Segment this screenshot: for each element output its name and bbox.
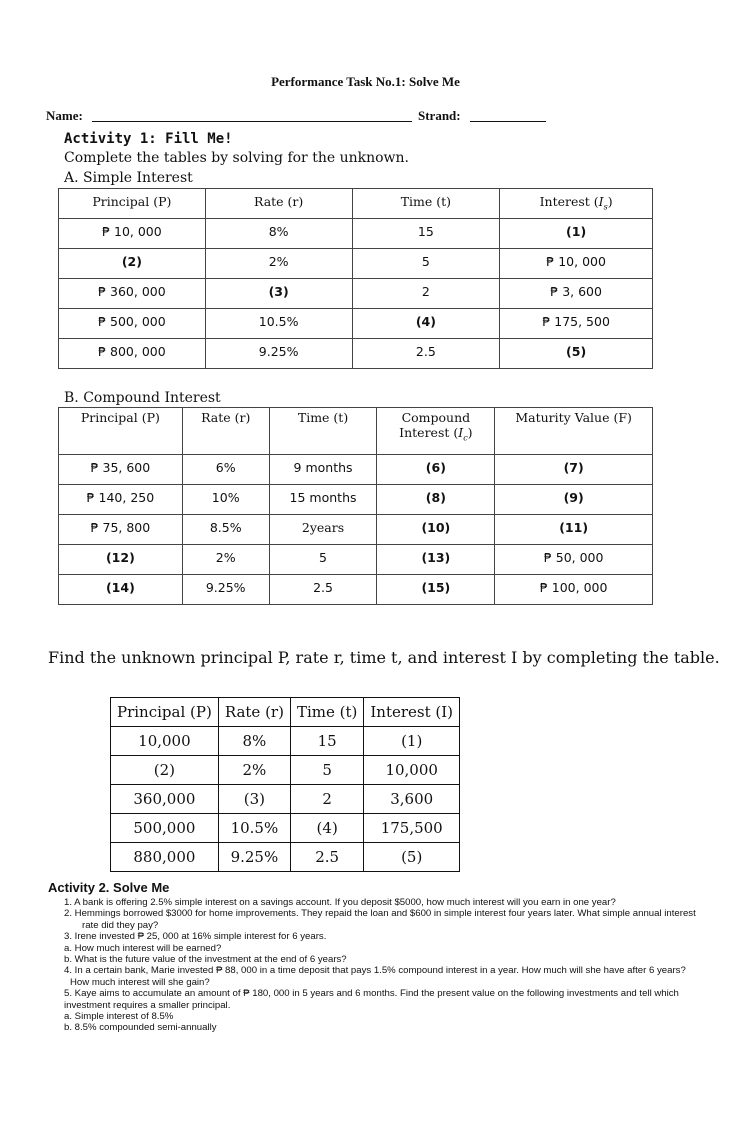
table-cell: ₱ 500, 000 xyxy=(59,309,206,339)
column-header: Interest (I) xyxy=(364,698,460,727)
table-cell: (13) xyxy=(377,545,495,575)
column-header: Time (t) xyxy=(290,698,363,727)
table-cell: (1) xyxy=(364,727,460,756)
page-title: Performance Task No.1: Solve Me xyxy=(271,74,460,89)
table-cell: ₱ 100, 000 xyxy=(495,575,653,605)
table-cell: (2) xyxy=(59,249,206,279)
problem-item: a. How much interest will be earned? xyxy=(64,942,222,954)
table-row xyxy=(59,485,653,515)
table-cell: (4) xyxy=(352,309,500,339)
column-header: Rate (r) xyxy=(182,408,269,455)
table-cell: 10% xyxy=(182,485,269,515)
table-cell: 8% xyxy=(205,219,352,249)
table-cell: ₱ 75, 800 xyxy=(59,515,183,545)
table-cell: (7) xyxy=(495,455,653,485)
activity2-title: Activity 2. Solve Me xyxy=(48,880,170,895)
table-cell: ₱ 50, 000 xyxy=(495,545,653,575)
table-cell: 9.25% xyxy=(218,843,290,872)
table-row xyxy=(59,515,653,545)
table-cell: ₱ 800, 000 xyxy=(59,339,206,369)
table-cell: (14) xyxy=(59,575,183,605)
table-cell: (3) xyxy=(218,785,290,814)
table-cell: (4) xyxy=(290,814,363,843)
table-cell: 2years xyxy=(269,515,377,545)
interest-ic-label: Interest $(I_c)$ xyxy=(399,425,473,443)
table-cell: (3) xyxy=(205,279,352,309)
problem-item: b. What is the future value of the investment at the end of 6 years? xyxy=(64,954,347,966)
table-cell: 9.25% xyxy=(182,575,269,605)
table-row xyxy=(59,339,653,369)
column-header: Time (t) xyxy=(269,408,377,455)
simple-interest-table xyxy=(58,188,653,369)
table-cell: 15 xyxy=(352,219,500,249)
table-cell: (9) xyxy=(495,485,653,515)
table-cell: (5) xyxy=(364,843,460,872)
problem-item: a. Simple interest of 8.5% xyxy=(64,1011,174,1023)
table-cell: ₱ 3, 600 xyxy=(500,279,653,309)
simple-interest-heading: A. Simple Interest xyxy=(64,170,193,186)
activity1-instruction: Complete the tables by solving for the unknown. xyxy=(64,150,409,166)
table-cell: 8% xyxy=(218,727,290,756)
table-row xyxy=(111,785,460,814)
table-cell: ₱ 360, 000 xyxy=(59,279,206,309)
column-header xyxy=(377,408,495,455)
table-cell: ₱ 10, 000 xyxy=(500,249,653,279)
table-cell: 2% xyxy=(182,545,269,575)
column-header xyxy=(500,189,653,219)
table-header-row xyxy=(59,189,653,219)
compound-interest-heading: B. Compound Interest xyxy=(64,390,221,406)
table-row xyxy=(59,309,653,339)
table-cell: (8) xyxy=(377,485,495,515)
find-instruction: Find the unknown principal P, rate r, time t, and interest I by completing the table. xyxy=(48,648,720,667)
table-cell: (11) xyxy=(495,515,653,545)
table-cell: ₱ 35, 600 xyxy=(59,455,183,485)
activity2-problem-list xyxy=(64,897,714,1034)
column-header: Principal (P) xyxy=(111,698,219,727)
table-cell: (2) xyxy=(111,756,219,785)
name-label: Name: xyxy=(46,108,83,123)
table-cell: 10,000 xyxy=(111,727,219,756)
table-cell: 2% xyxy=(218,756,290,785)
table-cell: (10) xyxy=(377,515,495,545)
table-cell: (1) xyxy=(500,219,653,249)
table-cell: 3,600 xyxy=(364,785,460,814)
problem-item: 4. In a certain bank, Marie invested ₱ 88, 000 in a time deposit that pays 1.5% compound interest in a year. How much will she have after 6 years? xyxy=(64,965,686,977)
table-cell: 9 months xyxy=(269,455,377,485)
table-row xyxy=(111,756,460,785)
problem-item: b. 8.5% compounded semi-annually xyxy=(64,1022,217,1034)
table-row xyxy=(111,814,460,843)
table-cell: 500,000 xyxy=(111,814,219,843)
table-cell: 175,500 xyxy=(364,814,460,843)
table-cell: ₱ 140, 250 xyxy=(59,485,183,515)
table-cell: (5) xyxy=(500,339,653,369)
table-cell: 10.5% xyxy=(205,309,352,339)
table-row xyxy=(59,219,653,249)
strand-label: Strand: xyxy=(418,108,461,123)
activity1-title: Activity 1: Fill Me! xyxy=(64,131,233,147)
table-cell: 5 xyxy=(352,249,500,279)
table-cell: 2% xyxy=(205,249,352,279)
table-cell: 2.5 xyxy=(290,843,363,872)
table-cell: 880,000 xyxy=(111,843,219,872)
table-cell: 5 xyxy=(290,756,363,785)
table-row xyxy=(59,249,653,279)
interest-label: Interest $(I_s)$ xyxy=(539,194,613,212)
table-cell: 6% xyxy=(182,455,269,485)
find-unknown-table xyxy=(110,697,460,872)
table-cell: ₱ 10, 000 xyxy=(59,219,206,249)
table-header-row xyxy=(111,698,460,727)
table-header-row xyxy=(59,408,653,455)
problem-item: How much interest will she gain? xyxy=(70,976,210,988)
table-cell: ₱ 175, 500 xyxy=(500,309,653,339)
table-cell: (12) xyxy=(59,545,183,575)
strand-blank-line xyxy=(470,121,546,122)
compound-label: Compound xyxy=(401,410,471,425)
table-row xyxy=(59,545,653,575)
table-row xyxy=(59,279,653,309)
table-cell: 2.5 xyxy=(269,575,377,605)
column-header: Time (t) xyxy=(352,189,500,219)
table-row xyxy=(59,455,653,485)
column-header: Principal (P) xyxy=(59,408,183,455)
table-cell: 8.5% xyxy=(182,515,269,545)
compound-interest-table xyxy=(58,407,653,605)
table-cell: 2 xyxy=(290,785,363,814)
table-cell: 2 xyxy=(352,279,500,309)
problem-item: 2. Hemmings borrowed $3000 for home improvements. They repaid the loan and $600 in simple interest four years later. What simple annual interest rate did they pay? xyxy=(64,908,696,931)
table-cell: 2.5 xyxy=(352,339,500,369)
table-cell: 5 xyxy=(269,545,377,575)
problem-item: 5. Kaye aims to accumulate an amount of ₱ 180, 000 in 5 years and 6 months. Find the present value on the following investments and tell which investment requires a smaller principal. xyxy=(64,988,679,1011)
problem-item: 1. A bank is offering 2.5% simple interest on a savings account. If you deposit $5000, how much interest will you earn in one year? xyxy=(64,897,616,908)
column-header: Rate (r) xyxy=(218,698,290,727)
table-cell: 10.5% xyxy=(218,814,290,843)
table-row xyxy=(111,727,460,756)
table-row xyxy=(111,843,460,872)
column-header: Rate (r) xyxy=(205,189,352,219)
table-cell: (6) xyxy=(377,455,495,485)
table-cell: 10,000 xyxy=(364,756,460,785)
table-cell: 9.25% xyxy=(205,339,352,369)
table-cell: (15) xyxy=(377,575,495,605)
name-blank-line xyxy=(92,121,412,122)
table-cell: 15 months xyxy=(269,485,377,515)
column-header: Maturity Value (F) xyxy=(495,408,653,455)
table-row xyxy=(59,575,653,605)
table-cell: 360,000 xyxy=(111,785,219,814)
column-header: Principal (P) xyxy=(59,189,206,219)
problem-item: 3. Irene invested ₱ 25, 000 at 16% simple interest for 6 years. xyxy=(64,931,327,943)
table-cell: 15 xyxy=(290,727,363,756)
